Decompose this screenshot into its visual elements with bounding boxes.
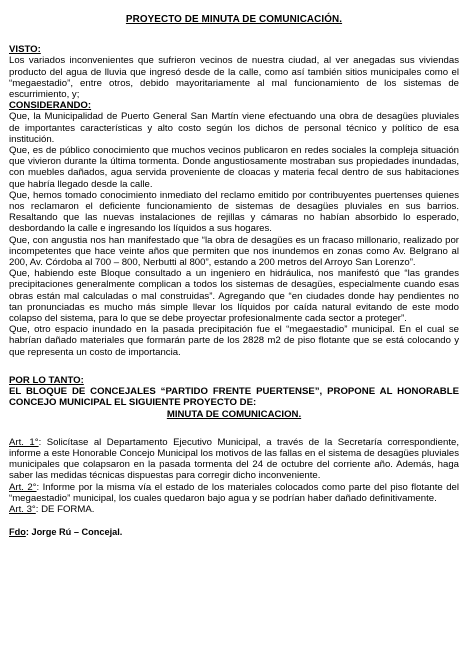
article-1 <box>9 437 459 482</box>
signature-label: Fdo <box>9 527 26 538</box>
visto-paragraph: Los variados inconvenientes que sufrieron vecinos de nuestra ciudad, al ver anegadas sus viviendas producto del agua de lluvia que ingresó desde de la calle, como así también sitios municipales como el “megaestadio”, entre otros, debido mayoritariamente al mal funcionamiento de los sistemas de escurrimiento, y; <box>9 55 459 101</box>
considerando-paragraph: Que, habiendo este Bloque consultado a un ingeniero en hidráulica, nos manifestó que “las grandes precipitaciones generalmente complican a todos los sistemas de desagües, especialmente cuando esas obras están mal calculadas o mal construidas”. Agregando que “en ciudades donde hay pendientes no tan pronunciadas es mucho más simple llevar los líquidos por caída natural evitando de este modo colapso del sistema, para lo que se debe proyectar profesionalmente cada sector a proteger”. <box>9 268 459 325</box>
considerando-heading: CONSIDERANDO: <box>9 100 92 112</box>
signature-text: : Jorge Rú – Concejal. <box>25 527 123 538</box>
proposal-title: MINUTA DE COMUNICACION. <box>166 408 302 420</box>
considerando-paragraph: Que, con angustia nos han manifestado que “la obra de desagües es un fracaso millonario, realizado por incompetentes que hace veinte años que permiten que nos inundemos en zonas como Av. Belgrano al 200, Av. Córdoba al 700 – 800, Nerbutti al 800”, estando a 200 metros del Arroyo San Lorenzo”. <box>9 234 459 269</box>
article-label: Art. 2° <box>9 481 37 493</box>
article-3 <box>9 504 459 515</box>
article-2 <box>9 482 459 504</box>
article-text: : Solicítase al Departamento Ejecutivo Municipal, a través de la Secretaría correspondiente, informe a este Honorable Concejo Municipal los motivos de las fallas en el sistema de desagües pluviales municipales que colapsaron en la pasada tormenta del 24 de octubre del corriente año. Además, haga saber las medidas técnicas dispuestas para corregir dicho inconveniente. <box>9 436 459 482</box>
document-title: PROYECTO DE MINUTA DE COMUNICACIÓN. <box>125 14 343 25</box>
visto-heading: VISTO: <box>9 44 41 56</box>
considerando-paragraph: Que, es de público conocimiento que muchos vecinos publicaron en redes sociales la compleja situación que vivieron durante la última tormenta. Donde angustiosamente mostraban sus propiedades inundadas, con muebles dañados, agua servida proveniente de cloacas y materia fecal dentro de sus habitaciones que habría llegado desde la calle. <box>9 145 459 190</box>
proposal-text: EL BLOQUE DE CONCEJALES “PARTIDO FRENTE PUERTENSE”, PROPONE AL HONORABLE CONCEJO MUNICIPAL EL SIGUIENTE PROYECTO DE: <box>9 386 459 409</box>
article-label: Art. 3° <box>9 503 36 515</box>
considerando-paragraph: Que, la Municipalidad de Puerto General San Martín viene efectuando una obra de desagües pluviales de importantes características y alto costo según los dichos de personal técnico y político de esa institución. <box>9 111 459 145</box>
por-lo-tanto-heading: POR LO TANTO: <box>9 374 84 386</box>
article-text: : DE FORMA. <box>35 503 95 515</box>
considerando-paragraph: Que, otro espacio inundado en la pasada precipitación fue el “megaestadio” municipal. En el cual se habrían dañado materiales que formarán parte de los 2828 m2 de piso flotante que se está colocando y que representa un costo de importancia. <box>9 324 459 358</box>
signature-line <box>9 527 459 538</box>
considerando-paragraph: Que, hemos tomado conocimiento inmediato del reclamo emitido por contribuyentes puertenses quienes nos reclamaron el deficiente funcionamiento de sistemas de desagües pluviales en sus barrios. Resaltando que las nuevas instalaciones de rejillas y cámaras no habían absorbido lo esperado, desbordando la calle e ingresando los líquidos a sus hogares. <box>9 189 459 235</box>
article-text: : Informe por la misma vía el estado de los materiales colocados como parte del piso flotante del “megaestadio” municipal, los cuales quedaron bajo agua y se podrían haber dañado definitivamente. <box>9 481 460 504</box>
article-label: Art. 1° <box>9 436 39 448</box>
